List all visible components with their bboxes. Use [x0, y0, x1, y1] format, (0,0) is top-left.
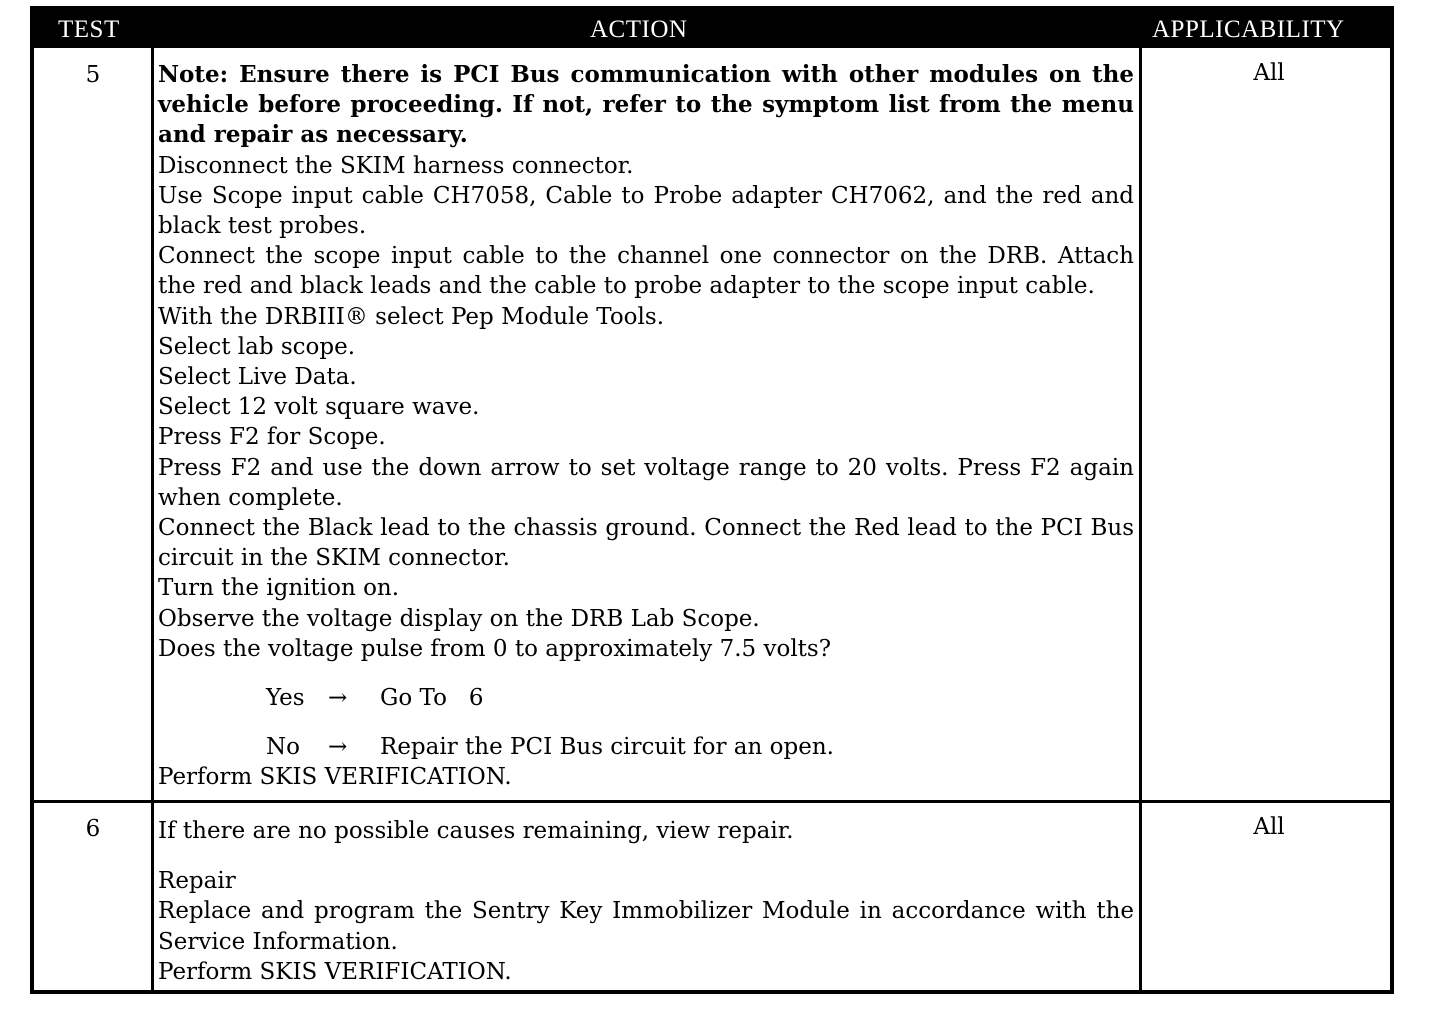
step-text: Use Scope input cable CH7058, Cable to Probe adapter CH7062, and the red and black test probes.: [158, 182, 1134, 240]
right-arrow-icon: →: [328, 734, 348, 761]
step-text: Select 12 volt square wave.: [158, 394, 480, 421]
test-number-6: 6: [85, 816, 101, 842]
header-action: ACTION: [590, 16, 688, 43]
test-number-5: 5: [85, 62, 101, 88]
step-text: With the DRBIII® select Pep Module Tools.: [158, 303, 664, 330]
column-divider-applicability: [1139, 48, 1142, 990]
action-cell-5: [158, 60, 1134, 792]
repair-text: Replace and program the Sentry Key Immobilizer Module in accordance with the Service Information.: [158, 898, 1134, 955]
applicability-6: All: [1253, 814, 1285, 840]
repair-verification: Perform SKIS VERIFICATION.: [158, 958, 512, 985]
header-applicability: APPLICABILITY: [1152, 16, 1345, 43]
no-action: Repair the PCI Bus circuit for an open.: [380, 734, 834, 761]
yes-branch: [158, 683, 1134, 713]
step-text: Turn the ignition on.: [158, 575, 400, 602]
yes-goto: Go To 6: [380, 685, 484, 712]
right-arrow-icon: →: [328, 685, 348, 712]
action-cell-6: [158, 816, 1134, 987]
question-text: Does the voltage pulse from 0 to approximately 7.5 volts?: [158, 635, 832, 662]
yes-label: Yes: [266, 685, 305, 712]
step-text: Disconnect the SKIM harness connector.: [158, 152, 634, 179]
step-text: Press F2 for Scope.: [158, 424, 386, 451]
header-test: TEST: [58, 16, 120, 43]
step-text: Press F2 and use the down arrow to set voltage range to 20 volts. Press F2 again when complete.: [158, 454, 1134, 511]
row-divider: [34, 800, 1390, 803]
note-text: Note: Ensure there is PCI Bus communication with other modules on the vehicle before proceeding. If not, refer to the symptom list from the menu and repair as necessary.: [158, 61, 1134, 149]
no-verification: Perform SKIS VERIFICATION.: [158, 764, 512, 791]
table-header: [34, 10, 1390, 48]
step-text: Select lab scope.: [158, 333, 356, 360]
step-text: Observe the voltage display on the DRB Lab Scope.: [158, 605, 760, 632]
repair-label: Repair: [158, 868, 236, 895]
column-divider-test: [151, 48, 154, 990]
applicability-5: All: [1253, 60, 1285, 86]
diagnostic-table: [30, 6, 1394, 994]
step-text: Select Live Data.: [158, 364, 357, 391]
intro-text: If there are no possible causes remaining, view repair.: [158, 818, 794, 844]
step-text: Connect the scope input cable to the channel one connector on the DRB. Attach the red and black leads and the cable to probe adapter to the scope input cable.: [158, 243, 1134, 300]
no-branch: [158, 732, 1134, 762]
step-text: Connect the Black lead to the chassis ground. Connect the Red lead to the PCI Bus circuit in the SKIM connector.: [158, 515, 1134, 572]
no-label: No: [266, 734, 300, 761]
